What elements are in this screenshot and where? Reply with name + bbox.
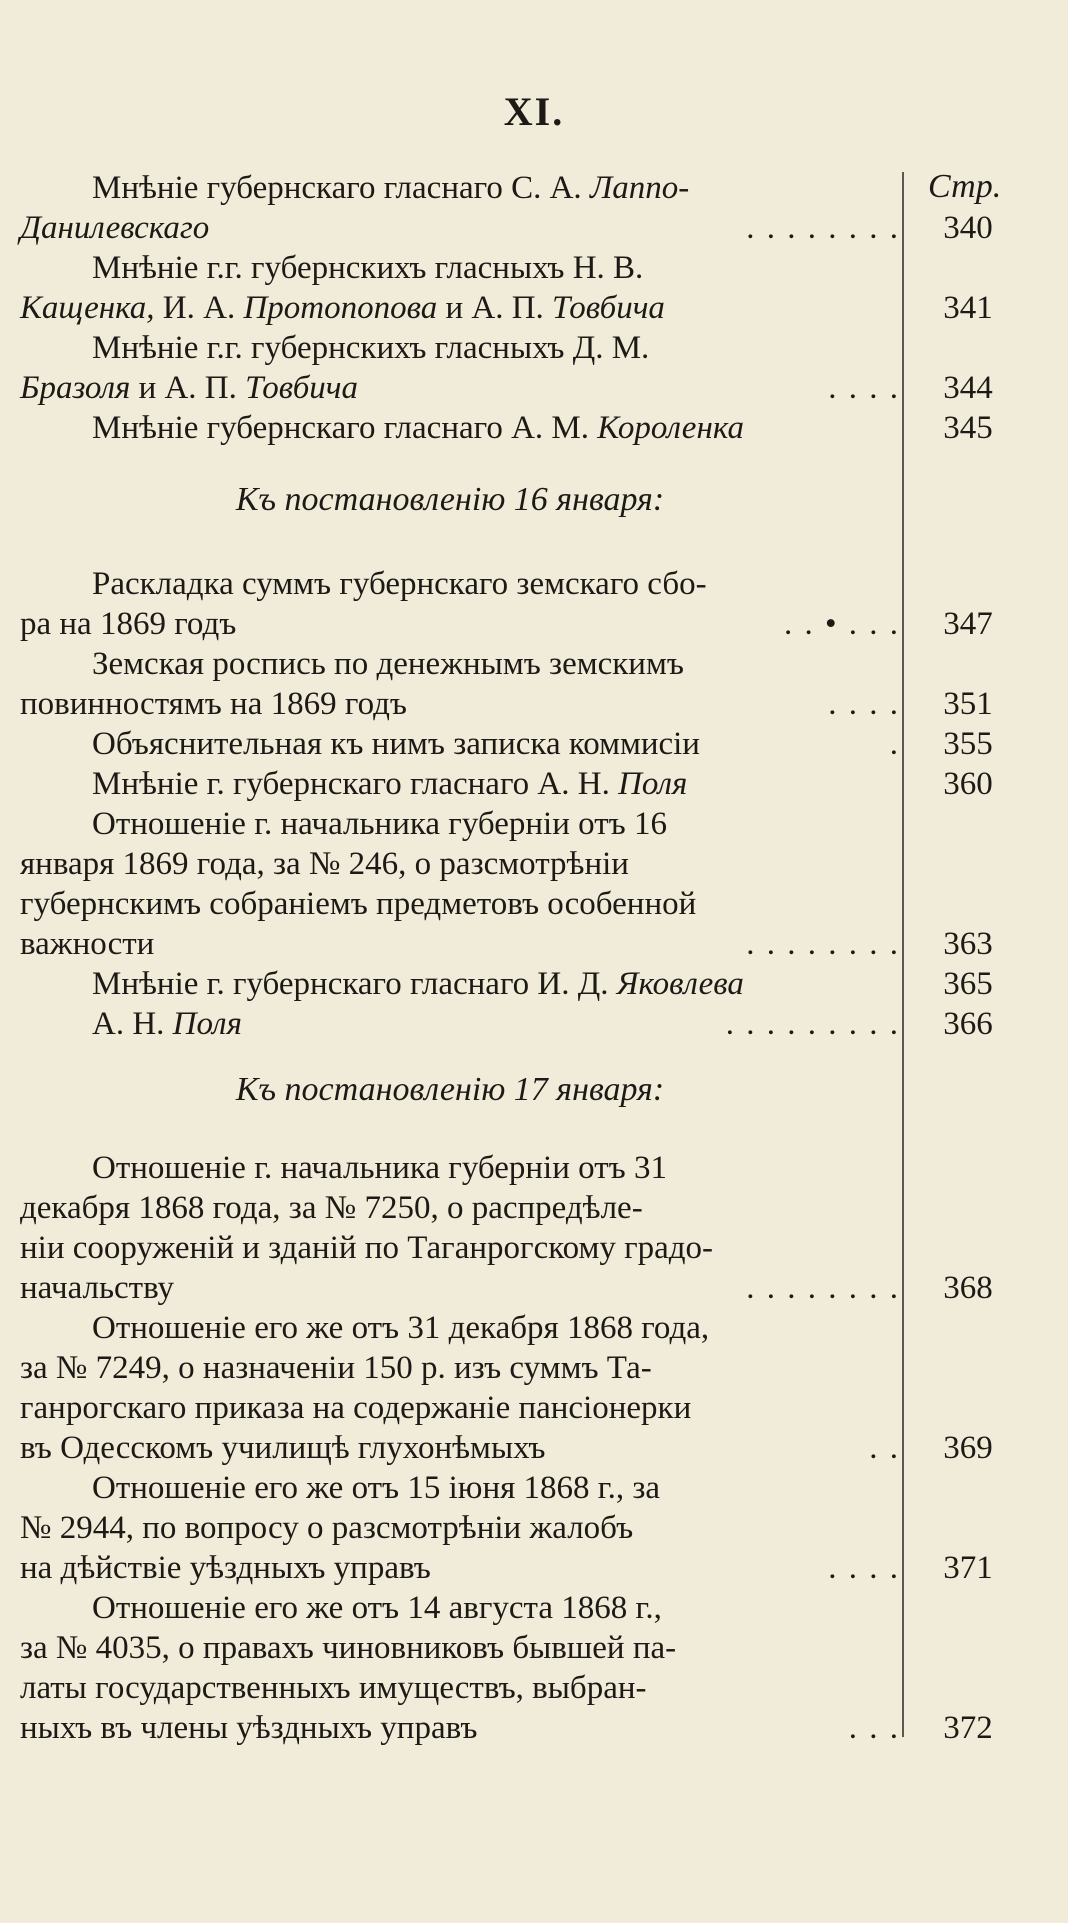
- toc-line: января 1869 года, за № 246, о разсмотрѣніи: [20, 846, 629, 882]
- toc-line: повинностямъ на 1869 годъ . . . .: [20, 686, 900, 722]
- page-ref: 340: [943, 210, 993, 246]
- toc-line: губернскимъ собраніемъ предметовъ особенной: [20, 886, 697, 922]
- toc-line: декабря 1868 года, за № 7250, о распредѣле-: [20, 1190, 643, 1226]
- toc-line: за № 4035, о правахъ чиновниковъ бывшей па-: [20, 1630, 677, 1666]
- page-ref: 347: [943, 606, 993, 642]
- toc-line: Мнѣніе губернскаго гласнаго С. А. Лаппо-: [92, 170, 690, 206]
- toc-line: Объяснительная къ нимъ записка коммисіи .: [92, 726, 900, 762]
- page-ref: 372: [943, 1710, 993, 1746]
- toc-line: Отношеніе его же отъ 14 августа 1868 г.,: [92, 1590, 662, 1626]
- toc-line: въ Одесскомъ училищѣ глухонѣмыхъ . .: [20, 1430, 900, 1466]
- toc-line: важности . . . . . . . .: [20, 926, 900, 962]
- toc-line: Отношеніе его же отъ 31 декабря 1868 года,: [92, 1310, 710, 1346]
- page-ref: 368: [943, 1270, 993, 1306]
- toc-line: Мнѣніе г.г. губернскихъ гласныхъ Д. М.: [92, 330, 650, 366]
- toc-line: Мнѣніе г. губернскаго гласнаго И. Д. Яковлева: [92, 966, 744, 1002]
- page-ref: 341: [943, 290, 993, 326]
- toc-line: Бразоля и А. П. Товбича . . . .: [20, 370, 900, 406]
- toc-line: Мнѣніе губернскаго гласнаго А. М. Короленка: [92, 410, 744, 446]
- toc-line: ганрогскаго приказа на содержаніе пансіонерки: [20, 1390, 692, 1426]
- page-column-header: Стр.: [928, 168, 1002, 205]
- toc-line: на дѣйствіе уѣздныхъ управъ . . . .: [20, 1550, 900, 1586]
- toc-line: Отношеніе г. начальника губерніи отъ 16: [92, 806, 667, 842]
- page-ref: 351: [943, 686, 993, 722]
- toc-line: ныхъ въ члены уѣздныхъ управъ . . .: [20, 1710, 900, 1746]
- toc-line: Данилевскаго . . . . . . . .: [20, 210, 900, 246]
- toc-line: Отношеніе его же отъ 15 іюня 1868 г., за: [92, 1470, 661, 1506]
- page-ref: 371: [943, 1550, 993, 1586]
- page-number: XI.: [503, 89, 565, 134]
- toc-line: Мнѣніе г. губернскаго гласнаго А. Н. Поля: [92, 766, 688, 802]
- toc-line: Мнѣніе г.г. губернскихъ гласныхъ Н. В.: [92, 250, 644, 286]
- toc-line: Земская роспись по денежнымъ земскимъ: [92, 646, 684, 682]
- page-ref: 365: [943, 966, 993, 1002]
- toc-line: Отношеніе г. начальника губерніи отъ 31: [92, 1150, 667, 1186]
- section-heading: Къ постановленію 16 января:: [235, 481, 665, 518]
- page-ref: 360: [943, 766, 993, 802]
- page-ref: 345: [943, 410, 993, 446]
- page-ref: 366: [943, 1006, 993, 1042]
- column-divider: [902, 172, 904, 1737]
- toc-line: начальству . . . . . . . .: [20, 1270, 900, 1306]
- page-ref: 369: [943, 1430, 993, 1466]
- toc-line: Раскладка суммъ губернскаго земскаго сбо-: [92, 566, 707, 602]
- toc-line: за № 7249, о назначеніи 150 р. изъ суммъ Та-: [20, 1350, 652, 1386]
- toc-line: ніи сооруженій и зданій по Таганрогскому градо-: [20, 1230, 714, 1266]
- toc-line: латы государственныхъ имуществъ, выбран-: [20, 1670, 647, 1706]
- toc-line: Кащенка, И. А. Протопопова и А. П. Товбича: [20, 290, 665, 326]
- toc-line: № 2944, по вопросу о разсмотрѣніи жалобъ: [20, 1510, 634, 1546]
- page-ref: 344: [943, 370, 993, 406]
- toc-line: А. Н. Поля . . . . . . . . .: [92, 1006, 900, 1042]
- page-ref: 363: [943, 926, 993, 962]
- section-heading: Къ постановленію 17 января:: [235, 1071, 665, 1108]
- page-ref: 355: [943, 726, 993, 762]
- toc-line: ра на 1869 годъ . . • . . .: [20, 606, 900, 642]
